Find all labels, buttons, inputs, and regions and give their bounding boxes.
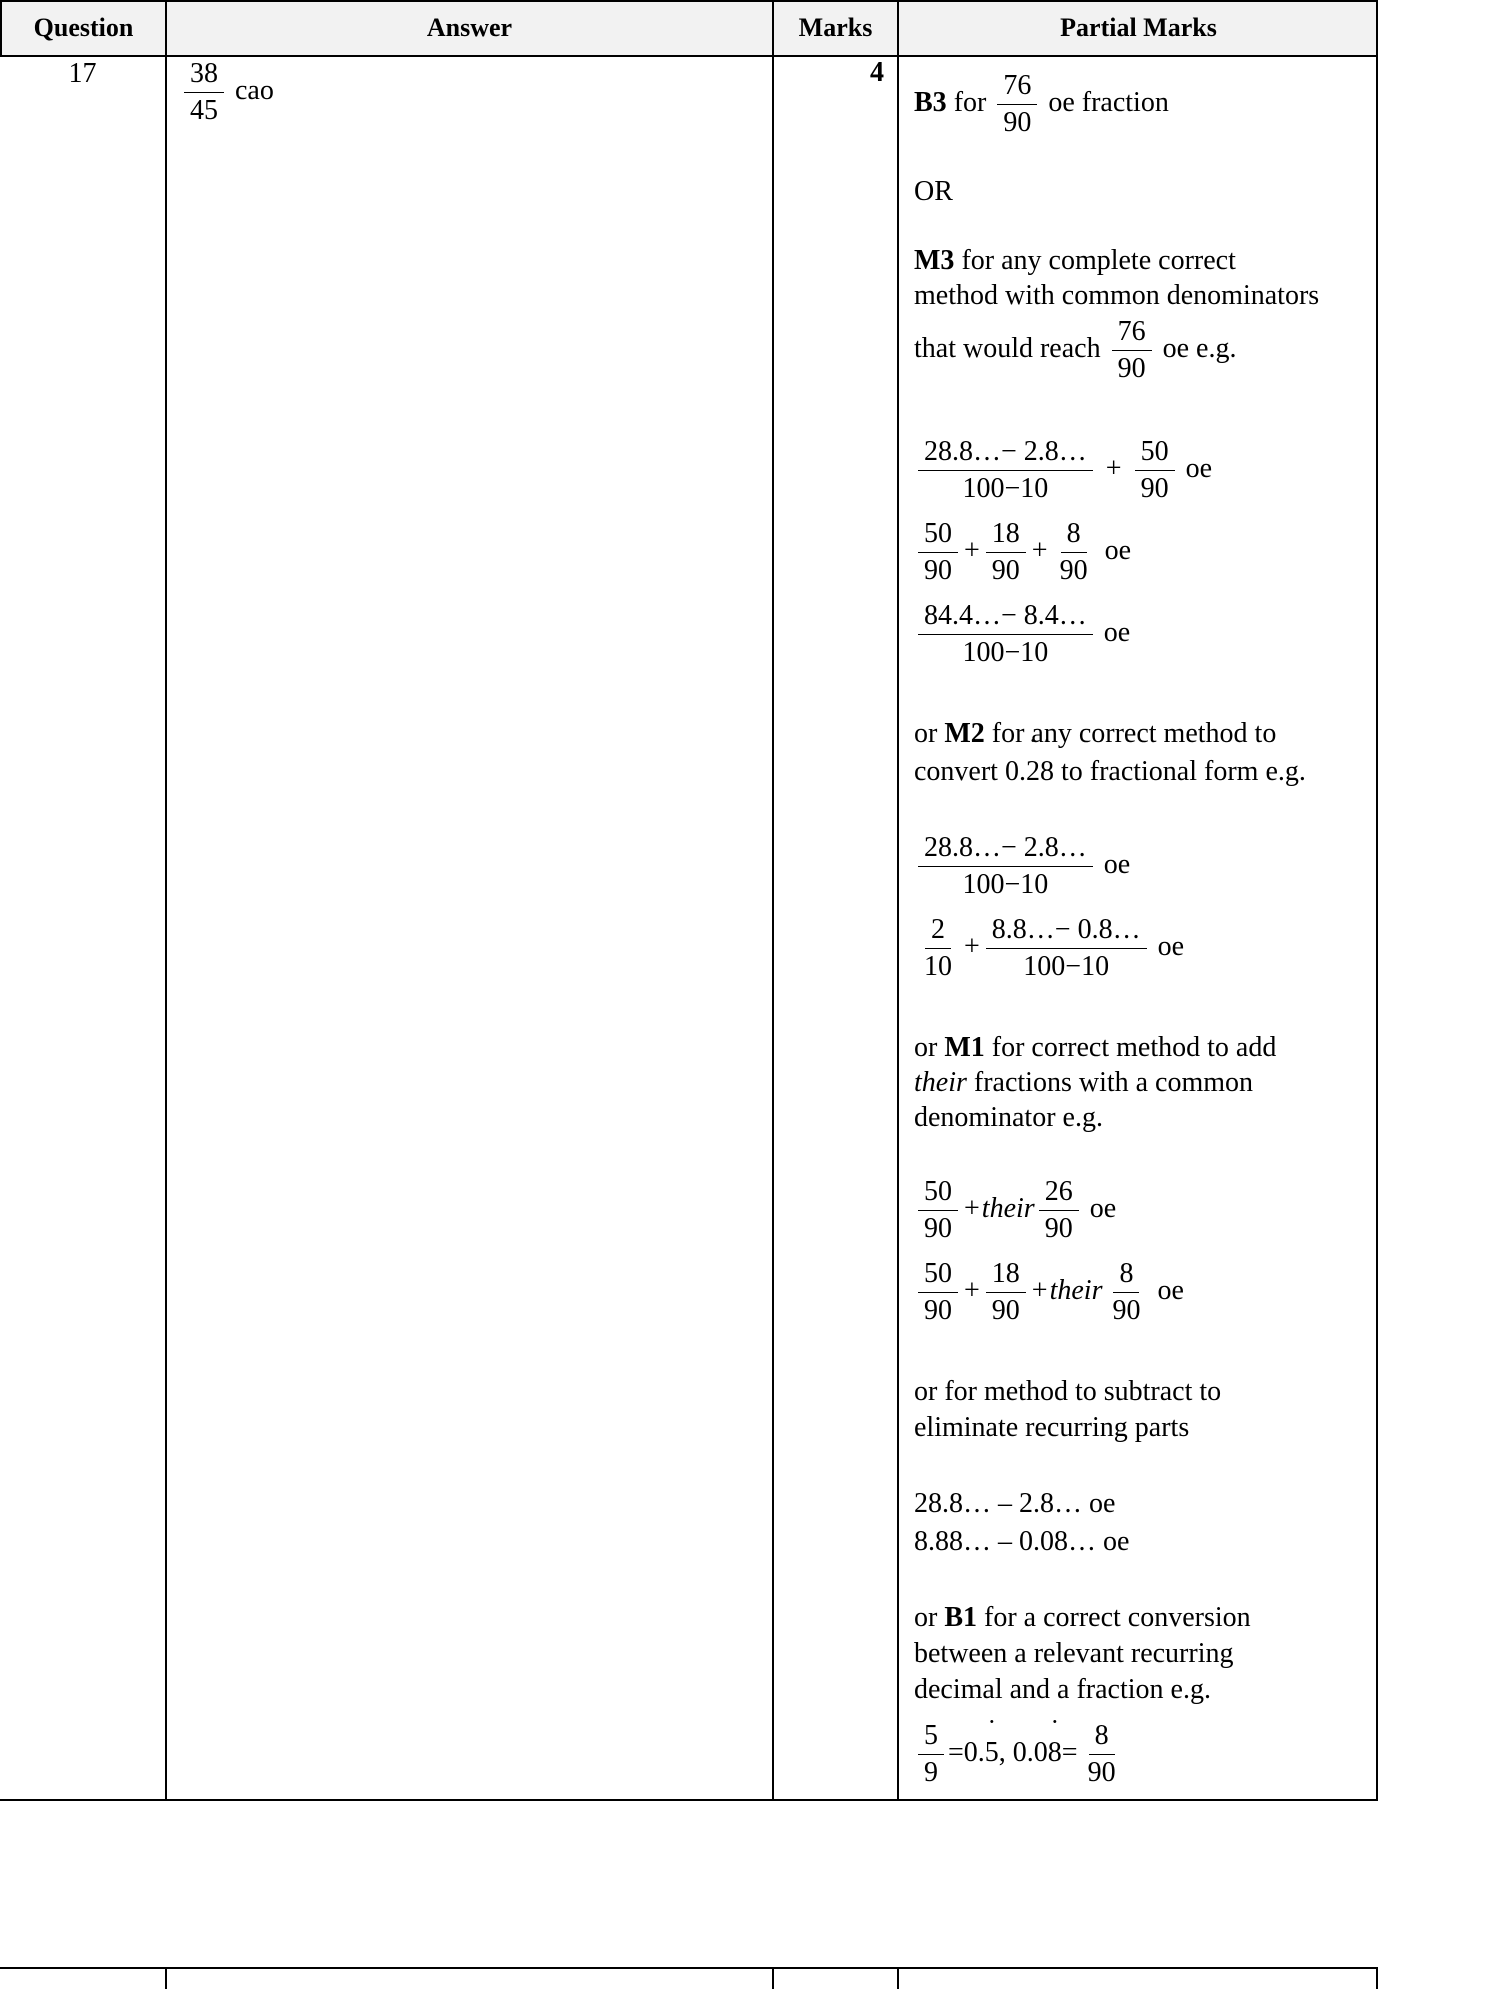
table-bottom-border — [0, 1799, 1378, 1801]
ex6-d2: 90 — [1044, 1213, 1073, 1244]
ex4-num: 28.8…− 2.8… — [918, 834, 1093, 867]
ex4-oe: oe — [1103, 848, 1131, 880]
m2-tail: to fractional form e.g. — [1060, 756, 1306, 787]
m1-text-2: fractions with a common — [973, 1067, 1254, 1098]
table-top-border — [0, 0, 1378, 2]
question-number: 17 — [68, 58, 97, 89]
header-marks — [774, 0, 897, 55]
next-table-top — [0, 1967, 1378, 1989]
subtract-example-2: 8.88… – 0.08… oe — [914, 1526, 1130, 1557]
ex7-n2: 18 — [986, 1260, 1026, 1293]
ex2-frac-b — [986, 520, 1026, 585]
b1-or: or — [914, 1602, 938, 1633]
ex7-n1: 50 — [918, 1260, 958, 1293]
answer-numerator: 38 — [184, 60, 224, 93]
b3-fraction — [997, 72, 1037, 137]
ex2-n3: 8 — [1061, 520, 1087, 553]
subtract-example-1: 28.8… – 2.8… oe — [914, 1488, 1116, 1519]
b1-example — [914, 1722, 1126, 1787]
b3-code: B3 — [914, 86, 947, 118]
m2-example-2 — [914, 916, 1184, 981]
ex7-plus-1: + — [964, 1274, 980, 1306]
m2-or: or — [914, 718, 938, 749]
b3-statement — [914, 72, 1169, 137]
marks-value: 4 — [870, 57, 884, 88]
ex6-plus: + — [964, 1192, 980, 1224]
ex7-frac-b — [986, 1260, 1026, 1325]
answer-denominator: 45 — [190, 95, 218, 126]
next-right-border — [1376, 1967, 1378, 1989]
m2-dec-c: 8 ˙ — [1040, 754, 1054, 790]
ex6-d1: 90 — [924, 1213, 952, 1244]
ex7-frac-c — [1106, 1260, 1146, 1325]
ex7-n3: 8 — [1113, 1260, 1139, 1293]
ex8-frac-a — [918, 1722, 944, 1787]
ex7-plus-2: + — [1031, 1274, 1048, 1306]
ex5-n1: 2 — [925, 916, 951, 949]
ex6-n1: 50 — [918, 1178, 958, 1211]
b1-text-1: for a correct conversion — [984, 1602, 1251, 1633]
ex3-frac — [918, 602, 1093, 667]
m3-line-3 — [914, 318, 1236, 383]
ex1-frac-b — [1135, 438, 1175, 503]
m2-convert: convert — [914, 756, 998, 787]
ex1-num2: 50 — [1135, 438, 1175, 471]
ex1-den2: 90 — [1140, 473, 1169, 504]
ex2-d2: 90 — [991, 555, 1020, 586]
m3-example-2 — [914, 520, 1131, 585]
ex8-n1: 5 — [918, 1722, 944, 1755]
ex7-d3: 90 — [1112, 1295, 1141, 1326]
ex5-frac-b — [986, 916, 1147, 981]
ex1-num: 28.8…− 2.8… — [918, 438, 1093, 471]
subtract-line-1: or for method to subtract to — [914, 1376, 1222, 1407]
m2-code: M2 — [944, 718, 985, 749]
ex6-frac-b — [1039, 1178, 1079, 1243]
answer-cell — [180, 60, 274, 125]
m2-line-1 — [914, 716, 1276, 752]
ex2-n2: 18 — [986, 520, 1026, 553]
b3-for: for — [953, 86, 987, 118]
table-right-border — [1376, 0, 1378, 1801]
m3-fraction — [1112, 318, 1152, 383]
ex4-frac — [918, 834, 1093, 899]
ex8-d2: 90 — [1087, 1757, 1116, 1788]
answer-fraction — [184, 60, 224, 125]
header-marks-label: Marks — [798, 12, 873, 42]
m2-line-2 — [914, 754, 1306, 790]
header-partial-label: Partial Marks — [1060, 12, 1217, 42]
ex2-oe: oe — [1104, 534, 1132, 566]
ex5-frac-a — [918, 916, 958, 981]
m1-text-1: for correct method to add — [991, 1032, 1277, 1063]
m3-text-3: that would reach — [914, 332, 1101, 364]
next-divider-2 — [772, 1967, 774, 1989]
ex8-frac-b — [1082, 1722, 1122, 1787]
m1-line-2 — [914, 1065, 1253, 1101]
ex4-den: 100−10 — [962, 869, 1049, 900]
ex1-oe: oe — [1185, 452, 1213, 484]
m2-text-1: for any correct method to — [991, 718, 1277, 749]
b1-line-2: between a relevant recurring — [914, 1638, 1234, 1669]
m3-den: 90 — [1117, 353, 1146, 384]
m1-example-1 — [914, 1178, 1116, 1243]
m2-dec-a: 0. — [1004, 756, 1026, 787]
column-divider-2 — [772, 0, 774, 1801]
m3-example-3 — [914, 602, 1130, 667]
ex8-dec-b: 8 ˙ — [1048, 1735, 1062, 1771]
ex7-d1: 90 — [924, 1295, 952, 1326]
ex8-dig: 5 ˙ — [985, 1735, 999, 1771]
column-divider-1 — [165, 0, 167, 1801]
header-question-label: Question — [33, 12, 134, 42]
ex2-frac-a — [918, 520, 958, 585]
next-table-border — [0, 1967, 1378, 1969]
ex5-d1: 10 — [924, 951, 952, 982]
m3-text-1: for any complete correct — [961, 245, 1236, 276]
ex8-n2: 8 — [1089, 1722, 1115, 1755]
ex8-comma: , — [998, 1736, 1006, 1768]
m1-example-2 — [914, 1260, 1184, 1325]
m2-decimal — [1005, 756, 1054, 787]
ex2-plus-1: + — [964, 534, 980, 566]
answer-note: cao — [235, 74, 274, 106]
header-answer — [167, 0, 772, 55]
header-question — [1, 0, 166, 55]
b1-line-3: decimal and a fraction e.g. — [914, 1674, 1211, 1705]
b3-den: 90 — [1003, 107, 1032, 138]
b3-num: 76 — [997, 72, 1037, 105]
ex5-oe: oe — [1157, 930, 1185, 962]
ex2-d3: 90 — [1059, 555, 1088, 586]
m3-num: 76 — [1112, 318, 1152, 351]
ex8-eq2: = — [1061, 1736, 1078, 1768]
ex1-frac-a — [918, 438, 1093, 503]
m2-example-1 — [914, 834, 1130, 899]
ex2-n1: 50 — [918, 520, 958, 553]
m1-or: or — [914, 1032, 938, 1063]
subtract-line-2: eliminate recurring parts — [914, 1412, 1190, 1443]
ex2-d1: 90 — [924, 555, 952, 586]
ex6-n2: 26 — [1039, 1178, 1079, 1211]
ex7-frac-a — [918, 1260, 958, 1325]
m2-dec-b: 2 ˙ — [1026, 754, 1040, 790]
ex5-plus: + — [964, 930, 980, 962]
ex5-den: 100−10 — [1023, 951, 1110, 982]
m3-line-1 — [914, 243, 1236, 279]
ex3-num: 84.4…− 8.4… — [918, 602, 1093, 635]
header-bottom-border — [0, 55, 1378, 57]
ex8-d1: 9 — [924, 1757, 938, 1788]
ex1-plus: + — [1105, 452, 1122, 484]
m1-their: their — [914, 1067, 967, 1098]
ex6-their: their — [981, 1192, 1035, 1224]
header-left-border — [0, 0, 2, 55]
b1-code: B1 — [944, 1602, 978, 1633]
b3-tail: oe fraction — [1048, 86, 1169, 118]
header-answer-label: Answer — [426, 12, 513, 42]
m3-example-1 — [914, 438, 1212, 503]
m3-code: M3 — [914, 245, 955, 276]
ex1-den: 100−10 — [962, 473, 1049, 504]
next-divider-1 — [165, 1967, 167, 1989]
m1-code: M1 — [944, 1032, 985, 1063]
m3-tail: oe e.g. — [1162, 332, 1237, 364]
ex7-d2: 90 — [991, 1295, 1020, 1326]
m3-line-2: method with common denominators — [914, 280, 1320, 311]
column-divider-3 — [897, 0, 899, 1801]
header-partial-marks — [899, 0, 1378, 55]
ex2-plus-2: + — [1031, 534, 1048, 566]
ex2-frac-c — [1054, 520, 1094, 585]
ex7-their: their — [1049, 1274, 1103, 1306]
next-divider-3 — [897, 1967, 899, 1989]
ex8-eq: =0. — [948, 1736, 985, 1768]
ex3-oe: oe — [1103, 616, 1131, 648]
ex3-den: 100−10 — [962, 637, 1049, 668]
m1-line-3: denominator e.g. — [914, 1102, 1103, 1133]
ex6-frac-a — [918, 1178, 958, 1243]
or-separator: OR — [914, 176, 953, 207]
m1-line-1 — [914, 1030, 1276, 1066]
ex5-num: 8.8…− 0.8… — [986, 916, 1147, 949]
ex6-oe: oe — [1089, 1192, 1117, 1224]
ex7-oe: oe — [1157, 1274, 1184, 1306]
ex8-dec-a: 0.0 — [1012, 1736, 1048, 1768]
b1-line-1 — [914, 1600, 1251, 1636]
